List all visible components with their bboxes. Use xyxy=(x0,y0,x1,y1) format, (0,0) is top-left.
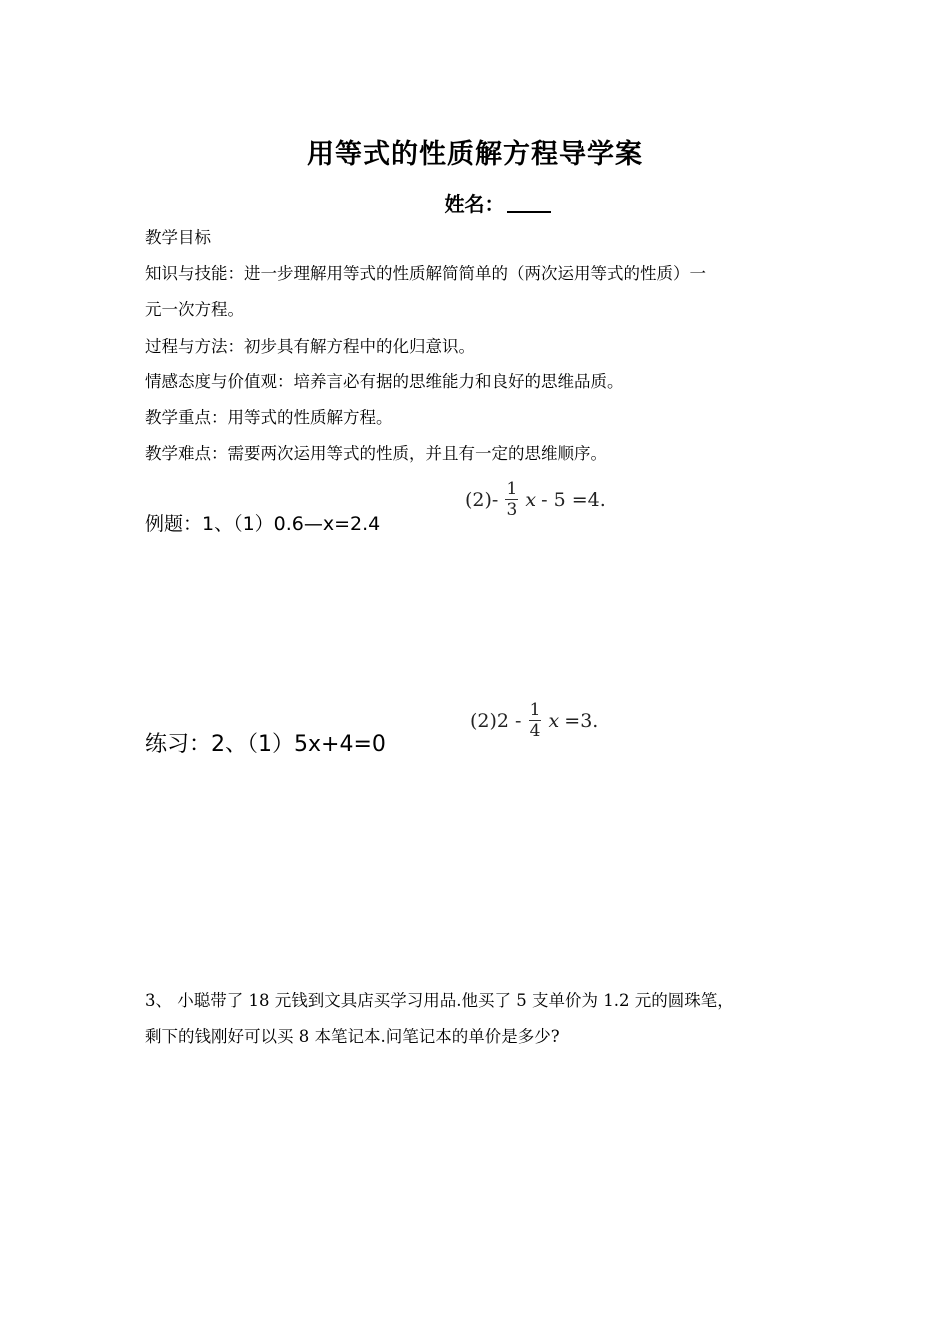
objectives-heading: 教学目标 xyxy=(145,228,211,247)
example-eq2-prefix: (2)- xyxy=(465,489,499,511)
practice-eq2-numerator: 1 xyxy=(529,700,541,720)
objective-process: 过程与方法：初步具有解方程中的化归意识。 xyxy=(145,337,475,356)
objective-knowledge-line1: 知识与技能：进一步理解用等式的性质解简简单的（两次运用等式的性质）一 xyxy=(145,264,706,283)
practice-eq2-suffix: =3. xyxy=(564,710,599,732)
name-blank-line[interactable] xyxy=(507,191,551,213)
objective-knowledge-line2: 元一次方程。 xyxy=(145,300,244,319)
document-title: 用等式的性质解方程导学案 xyxy=(307,139,643,170)
practice-eq2-fraction xyxy=(529,702,542,740)
example-eq2-denominator: 3 xyxy=(506,500,518,520)
problem-3-line2: 剩下的钱刚好可以买 8 本笔记本.问笔记本的单价是多少? xyxy=(145,1027,560,1046)
example-1-label: 例题：1、（1）0.6—x=2.4 xyxy=(145,513,381,535)
example-1-equation-2 xyxy=(465,481,606,519)
name-field xyxy=(0,188,950,217)
practice-2-label: 练习：2、（1）5x+4=0 xyxy=(145,732,386,757)
problem-3-line1: 3、 小聪带了 18 元钱到文具店买学习用品.他买了 5 支单价为 1.2 元的圆珠笔， xyxy=(145,991,734,1010)
example-eq2-numerator: 1 xyxy=(506,479,518,499)
practice-eq2-prefix: (2)2 - xyxy=(470,710,522,732)
example-eq2-variable: x xyxy=(525,489,537,511)
difficulty-point: 教学难点：需要两次运用等式的性质，并且有一定的思维顺序。 xyxy=(145,444,607,463)
name-label: 姓名： xyxy=(444,192,505,216)
example-eq2-fraction xyxy=(505,481,518,519)
objective-attitude: 情感态度与价值观：培养言必有据的思维能力和良好的思维品质。 xyxy=(145,372,624,391)
practice-eq2-denominator: 4 xyxy=(529,721,541,741)
example-eq2-suffix: - 5 =4. xyxy=(541,489,606,511)
key-point: 教学重点：用等式的性质解方程。 xyxy=(145,408,393,427)
practice-2-equation-2 xyxy=(470,702,598,740)
practice-eq2-variable: x xyxy=(548,710,560,732)
